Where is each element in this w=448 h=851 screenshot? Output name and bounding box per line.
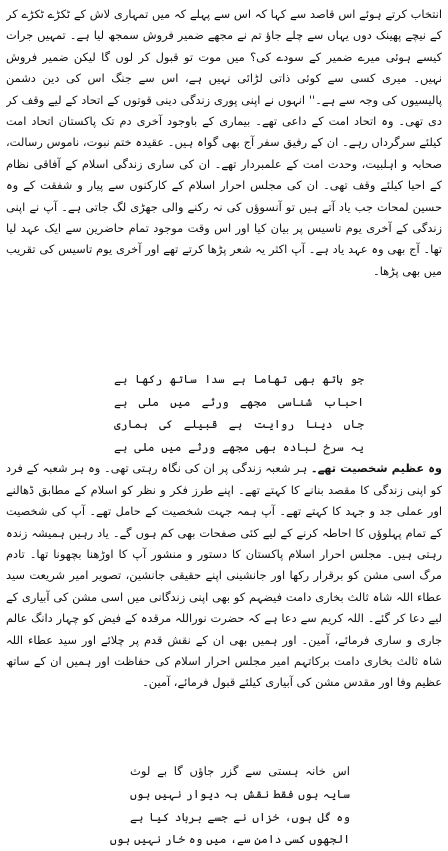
poem-1-verse: جاں دینا روایت ہے قبیلے کی ہماری — [114, 417, 364, 432]
poem-1-verse: یہ سرخ لبادہ بھی مجھے ورثے میں ملی ہے — [114, 439, 364, 454]
paragraph-2-lead: وہ عظیم شخصیت تھے۔ — [310, 461, 442, 476]
poem-2-verse: اس خانہ ہستی سے گزر جاؤں گا بے لوث — [130, 764, 350, 779]
paragraph-1-text: انتخاب کرتے ہوئے اس قاصد سے کہا کہ اس سے پہلے کہ میں تمہاری لاش کے ٹکڑے ٹکڑے کر کے نیچے پھینک دوں یہاں سے چلے جاؤ تم نے مجھے ضمیر فروش سمجھ لیا ہے۔ تمہیں جرات کیسے ہوئی میرے ضمیر کے سودے کی؟ میں موت تو قبول کر لوں گا لیکن ضمیر فروش نہیں۔ میری کسی سے کوئی ذاتی لڑائی نہیں ہے، اس سے جنگ اس کی دین دشمن پالیسیوں کی وجہ سے ہے۔'' انہوں نے اپنی پوری زندگی دینی قوتوں کے اتحاد کے لیے وقف کر دی تھی۔ وہ اتحاد امت کے داعی تھے۔ بیماری کے باوجود آخری دم تک پاکستان اتحاد امت کیلئے سرگرداں رہے۔ ان کے رفیق سفر آج بھی گواہ ہیں۔ عقیدہ ختم نبوت، ناموس رسالت، صحابہ و اہلبیت، وحدت امت کے علمبردار تھے۔ ان کی ساری زندگی اسلام کے آفاقی نظام کے احیا کیلئے وقف تھی۔ ان کی مجلس احرار اسلام کے کارکنوں سے پیار و شفقت کے وہ حسین لمحات جب یاد آتے ہیں تو آنسوؤں کی نہ رکنے والی جھڑی لگ جاتی ہے۔ آپ نے اپنی زندگی کے آخری یوم تاسیس پر بیان کیا اور اس وقت موجود تمام حاضرین سے ایک عہد لیا تھا۔ آج بھی وہ عہد یاد ہے۔ آپ اکثر یہ شعر پڑھا کرتے تھے اور آخری یوم تاسیس کی تقریب میں بھی پڑھا۔ — [6, 7, 442, 278]
poem-1-verse: احباب شناسی مجھے ورثے میں ملی ہے — [114, 394, 364, 409]
poem-2-verse: وہ گل ہوں، خزاں نے جسے برباد کیا ہے — [130, 809, 350, 824]
article-page — [6, 4, 442, 847]
poem-2 — [109, 760, 442, 850]
poem-1-verse: جو ہاتھ بھی تھاما ہے سدا ساتھ رکھا ہے — [114, 372, 364, 386]
article-paragraph-1 — [6, 4, 442, 368]
poem-2-verse: سایہ ہوں فقط نقش بہ دیوار نہیں ہوں — [130, 786, 350, 801]
poem-1 — [114, 368, 442, 458]
paragraph-2-text: ہر شعبہ زندگی پر ان کی نگاہ رہتی تھی۔ وہ ہر شعبہ کے فرد کو اپنی زندگی کا مقصد بنانے کا کہتے تھے۔ اپنے طرز فکر و نظر کو اسلام کے مطابق ڈھالنے اور عملی جد و جہد کا کہتے تھے۔ آپ ہمہ جہت شخصیت کے حامل تھے۔ آپ کی شخصیت کے تمام پہلوؤں کا احاطہ کرنے کے لیے کئی صفحات بھی کم ہوں گے۔ یاد رہیں ہمیشہ زندہ رہتی ہیں۔ مجلس احرار اسلام پاکستان کا دستور و منشور آپ کا اوڑھنا بچھونا تھا۔ تادم مرگ اسی مشن کو برقرار رکھا اور جانشینی اپنے حقیقی جانشین، تصویر امیر شریعت سید عطاء اللہ شاہ ثالث بخاری دامت فیضہم کو بھی اپنی زندگانی میں اسی مشن کی آبیاری کے لیے دعا کر گئے۔ اللہ کریم سے دعا ہے کہ حضرت نوراللہ مرقدہ کے فیض کو چہار دانگ عالم جاری و ساری فرمائے، آمین۔ اور ہمیں بھی ان کے نقش قدم پر چلائے اور سید عطاء اللہ شاہ ثالث بخاری دامت برکاتہم امیر مجلس احرار اسلام کی حفاظت اور ہمیں ان کے ساتھ عظیم وفا اور مقدس مشن کی آبیاری کیلئے قبول فرمائے، آمین۔ — [6, 461, 442, 690]
article-paragraph-2 — [6, 458, 442, 758]
poem-2-verse: الجھوں کسی دامن سے، میں وہ خار نہیں ہوں — [109, 832, 350, 847]
